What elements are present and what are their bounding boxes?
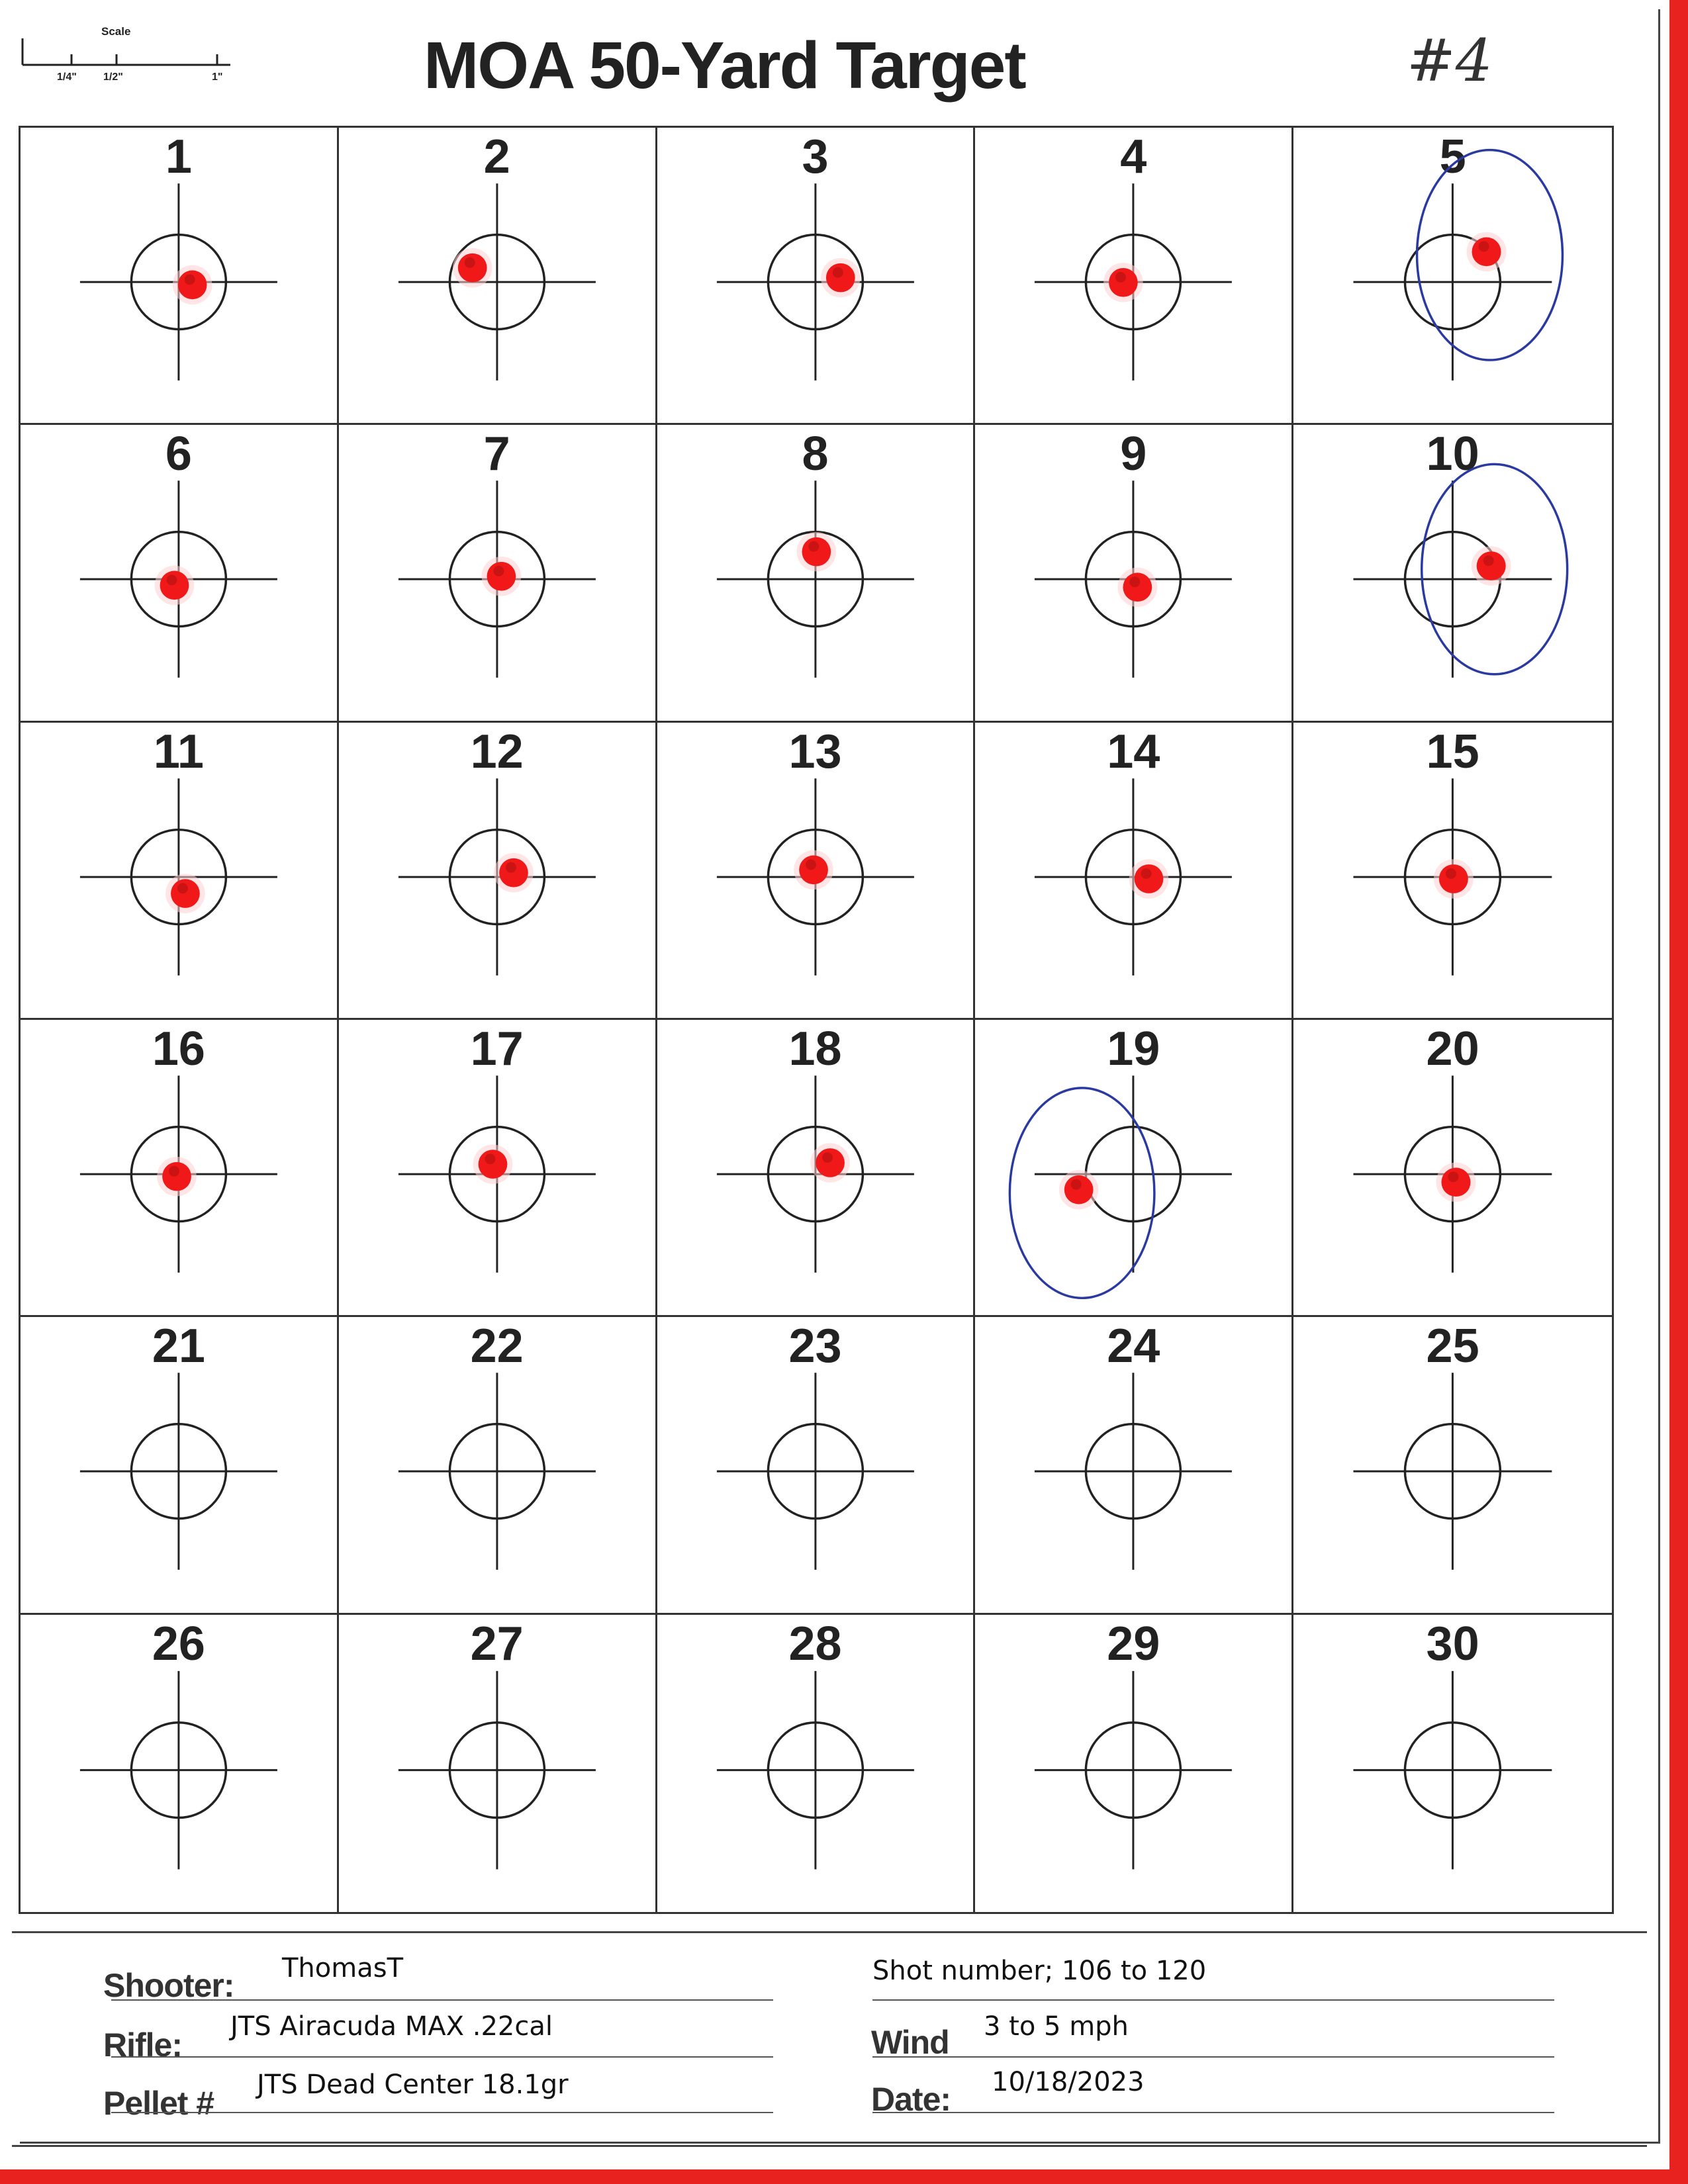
pellet-hole (822, 1152, 833, 1163)
pellet-hole (1130, 577, 1141, 588)
aim-point (21, 1317, 337, 1612)
target-number: 18 (788, 1023, 842, 1075)
pellet-hit (1477, 552, 1506, 581)
target-number: 15 (1426, 725, 1479, 778)
aim-point (975, 1020, 1291, 1315)
wind-line (872, 2056, 1554, 2058)
target-number: 11 (153, 725, 204, 778)
pellet-hole (177, 883, 188, 893)
target-number: 23 (788, 1320, 842, 1373)
target-number: 9 (1120, 428, 1147, 481)
target-cell (975, 425, 1293, 722)
scale-tick-inch: 1" (212, 71, 223, 83)
target-cell (657, 1615, 976, 1912)
target-cell (339, 1317, 657, 1614)
target-cell (21, 1020, 339, 1317)
target-cell (21, 128, 339, 425)
pellet-hole (1483, 556, 1494, 567)
page-title: MOA 50-Yard Target (424, 28, 1025, 103)
target-number: 14 (1107, 725, 1160, 778)
pellet-hole (1479, 242, 1489, 252)
aim-point (975, 723, 1291, 1018)
pellet-line (111, 2112, 773, 2113)
pellet-hole (1115, 272, 1126, 283)
aim-point (21, 425, 337, 720)
pellet-hole (1446, 868, 1456, 879)
date-label: Date: (871, 2081, 951, 2118)
pellet-hole (185, 274, 195, 285)
aim-point (339, 723, 655, 1018)
scale-legend (19, 25, 237, 85)
aim-point (339, 128, 655, 423)
wind-label: Wind (871, 2024, 949, 2061)
pellet-hit (499, 858, 528, 887)
pellet-hole (806, 859, 816, 870)
aim-point (975, 1317, 1291, 1612)
shooter-line (111, 1999, 773, 2001)
target-cell (1293, 425, 1612, 722)
target-number: 25 (1426, 1320, 1479, 1373)
target-cell (657, 723, 976, 1020)
target-cell (1293, 723, 1612, 1020)
aim-point (657, 425, 974, 720)
aim-point (21, 1020, 337, 1315)
target-number: 28 (788, 1617, 842, 1670)
target-cell (21, 425, 339, 722)
scale-ruler (19, 38, 237, 78)
aim-point (975, 128, 1291, 423)
pellet-hit (487, 562, 516, 591)
target-grid (19, 126, 1614, 1914)
pellet-hit (178, 271, 207, 300)
target-cell (339, 723, 657, 1020)
aim-point (339, 1317, 655, 1612)
target-number: 27 (470, 1617, 524, 1670)
target-cell (975, 1317, 1293, 1614)
target-cell (1293, 128, 1612, 425)
aim-point (1293, 128, 1612, 423)
aim-point (339, 1615, 655, 1912)
target-number: 7 (483, 428, 510, 481)
aim-point (975, 425, 1291, 720)
pellet-hit (816, 1148, 845, 1177)
pellet-hit (160, 571, 189, 600)
pellet-hole (465, 257, 475, 268)
target-number: 16 (152, 1023, 205, 1075)
shooter-value: ThomasT (282, 1953, 404, 1983)
pellet-hole (808, 541, 819, 552)
target-number: 2 (483, 130, 510, 183)
pellet-hole (167, 575, 177, 586)
pellet-hit (826, 263, 855, 293)
target-cell (975, 128, 1293, 425)
target-number: 1 (165, 130, 192, 183)
wind-value: 3 to 5 mph (984, 2011, 1129, 2042)
pellet-hit (1442, 1167, 1471, 1197)
target-number: 13 (788, 725, 842, 778)
date-line (872, 2112, 1554, 2113)
target-number: 17 (470, 1023, 524, 1075)
pellet-hole (485, 1154, 495, 1164)
aim-point (1293, 1020, 1612, 1315)
aim-point (21, 128, 337, 423)
pellet-hit (171, 879, 200, 908)
target-cell (975, 723, 1293, 1020)
target-cell (339, 128, 657, 425)
pellet-hit (1472, 238, 1501, 267)
pellet-hole (169, 1166, 179, 1177)
aim-point (657, 723, 974, 1018)
rifle-line (111, 2056, 773, 2058)
target-cell (339, 425, 657, 722)
target-cell (1293, 1615, 1612, 1912)
pellet-hit (1109, 268, 1138, 297)
pellet-hole (1448, 1171, 1459, 1182)
target-number: 21 (152, 1320, 205, 1373)
aim-point (975, 1615, 1291, 1912)
pellet-hit (1439, 864, 1468, 893)
target-cell (1293, 1020, 1612, 1317)
target-number: 24 (1107, 1320, 1160, 1373)
target-cell (21, 1317, 339, 1614)
target-cell (339, 1020, 657, 1317)
target-cell (975, 1615, 1293, 1912)
pellet-hit (802, 537, 831, 567)
target-number: 26 (152, 1617, 205, 1670)
scale-title: Scale (101, 25, 131, 38)
target-number: 29 (1107, 1617, 1160, 1670)
pellet-hit (1064, 1175, 1094, 1205)
target-cell (1293, 1317, 1612, 1614)
aim-point (657, 1317, 974, 1612)
target-number: 19 (1107, 1023, 1160, 1075)
target-cell (21, 723, 339, 1020)
target-number: 8 (802, 428, 829, 481)
pellet-hole (493, 566, 504, 576)
handwritten-sheet-number: #4 (1407, 26, 1493, 95)
target-number: 22 (470, 1320, 524, 1373)
pellet-hole (1141, 868, 1152, 879)
pellet-hole (506, 862, 516, 872)
aim-point (657, 1020, 974, 1315)
target-number: 3 (802, 130, 829, 183)
aim-point (1293, 1615, 1612, 1912)
pellet-hit (1123, 573, 1152, 602)
shot-number-line (872, 1999, 1554, 2001)
aim-point (21, 1615, 337, 1912)
target-cell (657, 1317, 976, 1614)
aim-point (1293, 723, 1612, 1018)
page-red-edge-bottom (0, 2169, 1688, 2184)
shooter-label: Shooter: (103, 1967, 234, 2004)
shot-info-form (12, 1931, 1647, 2147)
target-number: 6 (165, 428, 192, 481)
target-number: 20 (1426, 1023, 1479, 1075)
target-cell (975, 1020, 1293, 1317)
pellet-hit (1135, 864, 1164, 893)
aim-point (339, 425, 655, 720)
pellet-hit (162, 1162, 191, 1191)
target-number: 4 (1120, 130, 1147, 183)
target-number: 30 (1426, 1617, 1479, 1670)
pellet-hit (799, 855, 828, 884)
aim-point (657, 1615, 974, 1912)
scale-tick-quarter: 1/4" (57, 71, 77, 83)
page-red-edge (1669, 0, 1688, 2184)
aim-point (1293, 1317, 1612, 1612)
target-cell (657, 1020, 976, 1317)
aim-point (1293, 425, 1612, 720)
aim-point (339, 1020, 655, 1315)
target-cell (657, 128, 976, 425)
pellet-label: Pellet # (103, 2085, 214, 2122)
target-number: 12 (470, 725, 524, 778)
pellet-hole (832, 267, 843, 278)
pellet-hit (458, 253, 487, 283)
pellet-hit (478, 1150, 507, 1179)
target-number: 10 (1426, 428, 1479, 481)
pellet-value: JTS Dead Center 18.1gr (257, 2070, 569, 2100)
rifle-value: JTS Airacuda MAX .22cal (230, 2011, 553, 2042)
scale-tick-half: 1/2" (103, 71, 123, 83)
aim-point (21, 723, 337, 1018)
shot-number-value: Shot number; 106 to 120 (872, 1956, 1207, 1986)
rifle-label: Rifle: (103, 2026, 182, 2064)
target-cell (21, 1615, 339, 1912)
aim-point (657, 128, 974, 423)
target-number: 5 (1439, 130, 1466, 183)
target-cell (657, 425, 976, 722)
target-cell (339, 1615, 657, 1912)
date-value: 10/18/2023 (992, 2067, 1145, 2097)
pellet-hole (1071, 1179, 1082, 1190)
